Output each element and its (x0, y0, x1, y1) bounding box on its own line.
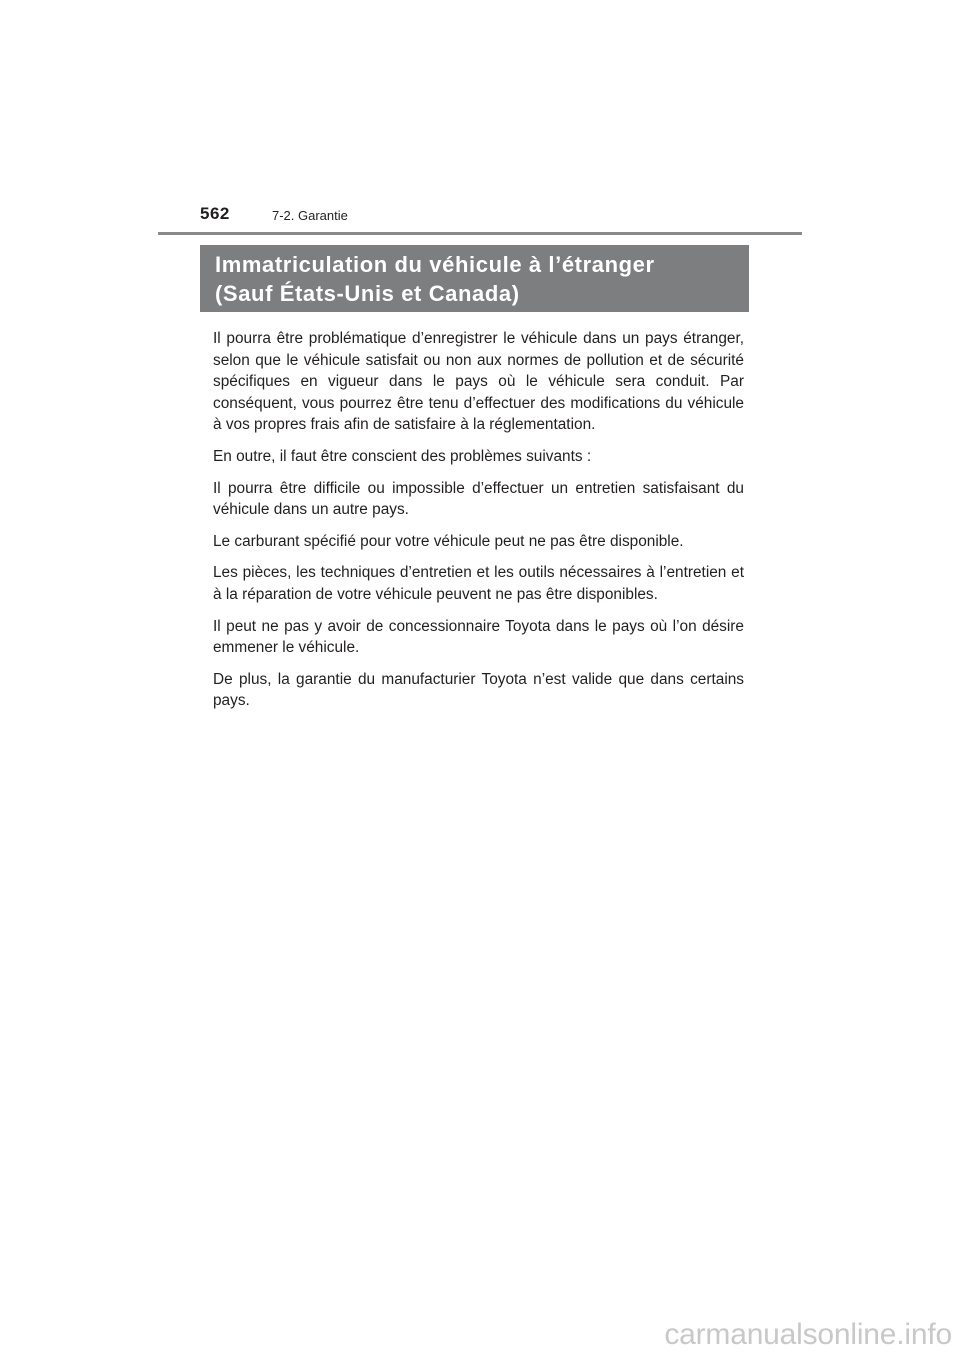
paragraph-warranty: De plus, la garantie du manufacturier Toyota n’est valide que dans certains pays. (213, 670, 744, 710)
paragraph-maintenance: Il pourra être difficile ou impossible d’effectuer un entretien satisfaisant du véhicule dans un autre pays. (213, 479, 744, 519)
page-header (200, 204, 800, 228)
page-number: 562 (200, 204, 230, 223)
paragraph-fuel: Le carburant spécifié pour votre véhicule peut ne pas être disponible. (213, 532, 684, 550)
section-name: 7-2. Garantie (272, 208, 348, 223)
paragraph-problems-lead: En outre, il faut être conscient des problèmes suivants : (213, 447, 592, 465)
body-content (213, 328, 744, 722)
header-divider (158, 232, 802, 235)
section-title-line-1: Immatriculation du véhicule à l’étranger (215, 252, 655, 277)
section-title-line-2: (Sauf États-Unis et Canada) (215, 281, 520, 306)
paragraph-intro: Il pourra être problématique d’enregistrer le véhicule dans un pays étranger, selon que le véhicule satisfait ou non aux normes de pollution et de sécurité spécifiques en vigueur dans le pays où le véhicule sera conduit. Par conséquent, vous pourrez être tenu d’effectuer des modifications du véhicule à vos propres frais afin de satisfaire à la réglementation. (213, 330, 744, 434)
watermark: carmanualsonline.info (664, 1318, 952, 1351)
paragraph-dealer: Il peut ne pas y avoir de concessionnaire Toyota dans le pays où l’on désire emmener le véhicule. (213, 617, 744, 657)
paragraph-parts: Les pièces, les techniques d’entretien et les outils nécessaires à l’entretien et à la réparation de votre véhicule peuvent ne pas être disponibles. (213, 564, 744, 603)
section-title-box (200, 245, 749, 312)
